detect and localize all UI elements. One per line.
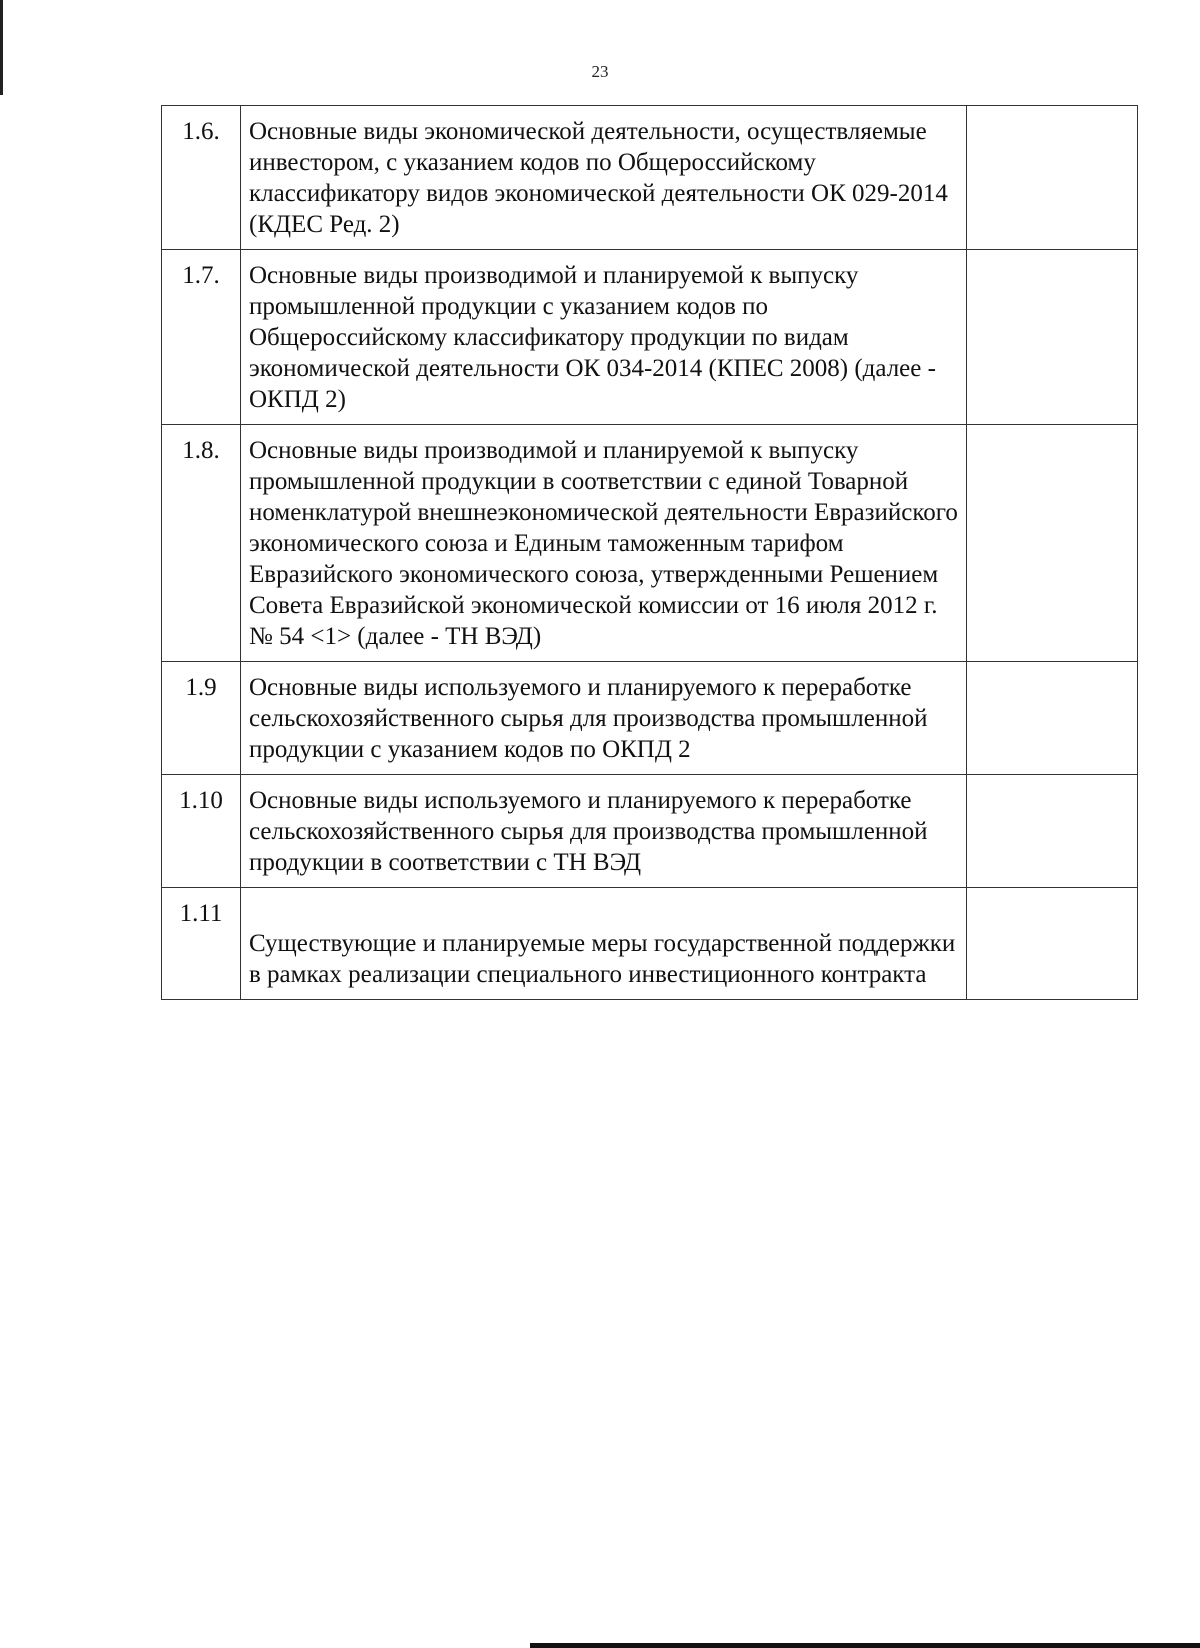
row-description: Основные виды используемого и планируемого к переработке сельскохозяйственного сырья для производства промышленной продукции в соответствии с ТН ВЭД — [241, 775, 967, 888]
row-description: Основные виды используемого и планируемого к переработке сельскохозяйственного сырья для производства промышленной продукции с указанием кодов по ОКПД 2 — [241, 662, 967, 775]
row-number: 1.6. — [162, 106, 241, 250]
row-description: Существующие и планируемые меры государственной поддержки в рамках реализации специального инвестиционного контракта — [241, 888, 967, 1000]
row-description: Основные виды производимой и планируемой к выпуску промышленной продукции в соответствии с единой Товарной номенклатурой внешнеэкономической деятельности Евразийского экономического союза и Единым таможенным тарифом Евразийского экономического союза, утвержденными Решением Совета Евразийской экономической комиссии от 16 июля 2012 г. № 54 <1> (далее - ТН ВЭД) — [241, 425, 967, 662]
row-number: 1.8. — [162, 425, 241, 662]
table-row — [162, 775, 1138, 888]
row-number: 1.11 — [162, 888, 241, 1000]
row-description: Основные виды экономической деятельности, осуществляемые инвестором, с указанием кодов по Общероссийскому классификатору видов экономической деятельности ОК 029-2014 (КДЕС Ред. 2) — [241, 106, 967, 250]
scan-bottom-edge — [530, 1643, 1200, 1648]
row-number: 1.9 — [162, 662, 241, 775]
page-number: 23 — [591, 62, 609, 81]
row-value-cell[interactable] — [967, 888, 1138, 1000]
table-row — [162, 425, 1138, 662]
table-row — [162, 662, 1138, 775]
row-value-cell[interactable] — [967, 106, 1138, 250]
row-description: Основные виды производимой и планируемой к выпуску промышленной продукции с указанием кодов по Общероссийскому классификатору продукции по видам экономической деятельности ОК 034-2014 (КПЕС 2008) (далее - ОКПД 2) — [241, 250, 967, 425]
form-table — [161, 105, 1138, 1000]
row-number: 1.7. — [162, 250, 241, 425]
row-value-cell[interactable] — [967, 250, 1138, 425]
row-value-cell[interactable] — [967, 425, 1138, 662]
row-value-cell[interactable] — [967, 775, 1138, 888]
row-value-cell[interactable] — [967, 662, 1138, 775]
table-row — [162, 888, 1138, 1000]
table-row — [162, 106, 1138, 250]
row-number: 1.10 — [162, 775, 241, 888]
table-row — [162, 250, 1138, 425]
